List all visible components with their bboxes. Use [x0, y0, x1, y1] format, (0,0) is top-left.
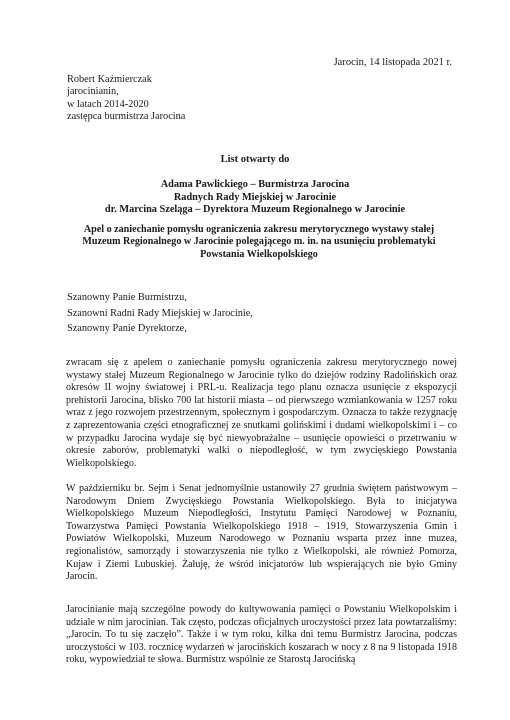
- addressees-block: [0, 179, 510, 217]
- sender-line: jarocinianin,: [67, 86, 119, 98]
- letter-date: Jarocin, 14 listopada 2021 r.: [333, 57, 452, 68]
- sender-name: Robert Kaźmierczak: [67, 74, 152, 85]
- letter-title: List otwarty do: [220, 154, 290, 165]
- salutation-line: Szanowny Panie Burmistrzu,: [67, 292, 187, 303]
- appeal-heading: Apel o zaniechanie pomysłu ograniczenia zakresu merytorycznego wystawy stałej Muzeum Regionalnego w Jarocinie polegającego m. in. na usunięciu problematyki Powstania Wielkopolskiego: [82, 224, 436, 260]
- addressee-line: dr. Marcina Szeląga – Dyrektora Muzeum Regionalnego w Jarocinie: [104, 204, 406, 215]
- body-paragraph: W październiku br. Sejm i Senat jednomyślnie ustanowiły 27 grudnia świętem państwowym – Narodowym Dniem Zwycięskiego Powstania Wielkopolskiego. Była to inicjatywa Wielkopolskiego Muzeum Niepodległości, Instytutu Pamięci Narodowej w Poznaniu, Towarzystwa Pamięci Powstania Wielkopolskiego 1918 – 1919, Stowarzyszenia Gmin i Powiatów Wielkopolski, Muzeum Narodowego w Poznaniu wsparta przez inne muzea, regionalistów, samorządy i stowarzyszenia nie tylko z Wielkopolski, ale również Pomorza, Kujaw i Ziemi Lubuskiej. Żałuję, że wśród inicjatorów lub wspierających nie było Gminy Jarocin.: [66, 483, 457, 583]
- salutations-block: [67, 290, 253, 337]
- addressee-line: Adama Pawlickiego – Burmistrza Jarocina: [160, 179, 350, 190]
- sender-line: zastępca burmistrza Jarocina: [67, 110, 186, 122]
- body-paragraph: zwracam się z apelem o zaniechanie pomysłu ograniczenia zakresu merytorycznego nowej wystawy stałej Muzeum Regionalnego w Jarocinie tylko do dziejów rodziny Radolińskich oraz okresów II wojny światowej i PRL-u. Realizacja tego planu oznacza usunięcie z ekspozycji prehistorii Jarocina, blisko 700 lat historii miasta – od pierwszego wzmiankowania w 1257 roku wraz z jego rozwojem przestrzennym, społecznym i gospodarczym. Oznacza to także rezygnację z zaprezentowania części etnograficznej ze snutkami golińskimi i dudami wielkopolskimi i – co w przypadku Jarocina wydaje się być niewyobrażalne – usunięcie opowieści o przetrwaniu w okresie zaborów, problematyki walki o niepodległość, w tym zwycięskiego Powstania Wielkopolskiego.: [66, 357, 457, 469]
- sender-block: [67, 74, 185, 123]
- body-paragraph: Jarocinianie mają szczególne powody do kultywowania pamięci o Powstaniu Wielkopolskim i udziale w nim jarocinian. Tak często, podczas oficjalnych uroczystości przez lata powtarzaliśmy: „Jarocin. To tu się zaczęło”. Także i w tym roku, kilka dni temu Burmistrz Jarocina, podczas uroczystości w 103. rocznicę wydarzeń w jarocińskich koszarach w nocy z 8 na 9 listopada 1918 roku, wypowiedział te słowa. Burmistrz wspólnie ze Starostą Jarocińską: [66, 604, 457, 666]
- salutation-line: Szanowni Radni Rady Miejskiej w Jarocinie,: [67, 307, 253, 319]
- addressee-line: Radnych Rady Miejskiej w Jarocinie: [173, 191, 337, 203]
- salutation-line: Szanowny Panie Dyrektorze,: [67, 323, 187, 334]
- sender-line: w latach 2014-2020: [67, 98, 149, 110]
